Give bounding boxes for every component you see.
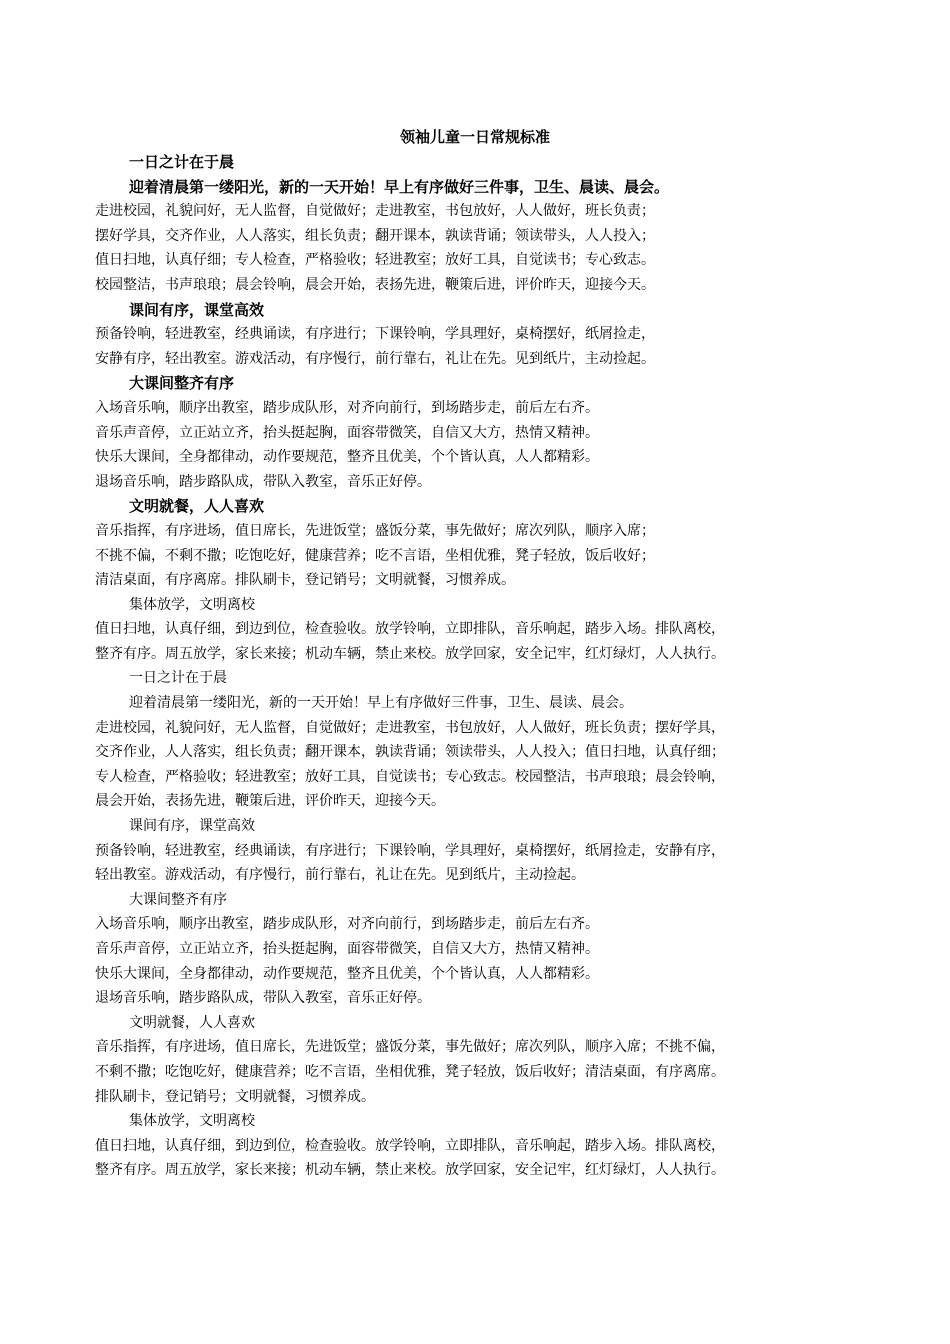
text-line: 不挑不偏，不剩不撒；吃饱吃好，健康营养；吃不言语，坐相优雅，凳子轻放，饭后收好； [95, 547, 655, 564]
text-line: 交齐作业，人人落实，组长负责；翻开课本，孰读背诵；领读带头，人人投入；值日扫地，认真仔细； [95, 744, 725, 761]
text-line: 晨会开始，表扬先进，鞭策后进，评价昨天，迎接今天。 [95, 793, 445, 810]
text-line: 值日扫地，认真仔细；专人检查，严格验收；轻进教室；放好工具，自觉读书；专心致志。 [95, 252, 655, 269]
text-line: 摆好学具，交齐作业，人人落实，组长负责；翻开课本，孰读背诵；领读带头，人人投入； [95, 227, 655, 244]
document-title: 领袖儿童一日常规标准 [399, 128, 550, 146]
section-intro: 迎着清晨第一缕阳光，新的一天开始！早上有序做好三件事，卫生、晨读、晨会。 [129, 177, 670, 196]
text-line: 清洁桌面，有序离席。排队刷卡，登记销号；文明就餐，习惯养成。 [95, 572, 515, 589]
text-line: 整齐有序。周五放学，家长来接；机动车辆，禁止来校。放学回家，安全记牢，红灯绿灯，人人执行。 [95, 645, 725, 662]
text-line: 安静有序，轻出教室。游戏活动，有序慢行，前行靠右，礼让在先。见到纸片，主动捡起。 [95, 350, 655, 367]
text-line: 音乐声音停，立正站立齐，抬头挺起胸，面容带微笑，自信又大方，热情又精神。 [95, 941, 599, 957]
section-heading: 文明就餐，人人喜欢 [129, 497, 265, 516]
section-heading: 集体放学，文明离校 [129, 596, 255, 613]
text-line: 不剩不撒；吃饱吃好，健康营养；吃不言语，坐相优雅，凳子轻放，饭后收好；清洁桌面，有序离席。 [95, 1063, 725, 1080]
text-line: 快乐大课间，全身都律动，动作要规范，整齐且优美，个个皆认真，人人都精彩。 [95, 965, 599, 982]
section-intro: 迎着清晨第一缕阳光，新的一天开始！早上有序做好三件事，卫生、晨读、晨会。 [129, 695, 633, 712]
text-line: 入场音乐响，顺序出教室，踏步成队形，对齐向前行，到场踏步走，前后左右齐。 [95, 916, 599, 933]
text-line: 入场音乐响，顺序出教室，踏步成队形，对齐向前行，到场踏步走，前后左右齐。 [95, 399, 599, 416]
text-line: 退场音乐响，踏步路队成，带队入教室，音乐正好停。 [95, 473, 431, 490]
text-line: 校园整洁，书声琅琅；晨会铃响，晨会开始，表扬先进，鞭策后进，评价昨天，迎接今天。 [95, 276, 655, 293]
text-line: 值日扫地，认真仔细，到边到位，检查验收。放学铃响，立即排队，音乐响起，踏步入场。排队离校， [95, 621, 725, 638]
section-heading: 文明就餐，人人喜欢 [129, 1014, 255, 1031]
section-heading: 大课间整齐有序 [129, 374, 235, 393]
document-body [95, 150, 855, 1183]
text-line: 预备铃响，轻进教室，经典诵读，有序进行；下课铃响，学具理好，桌椅摆好，纸屑捡走，安静有序， [95, 842, 725, 859]
section-heading: 课间有序，课堂高效 [129, 818, 255, 835]
section-heading: 一日之计在于晨 [129, 153, 235, 171]
text-line: 音乐指挥，有序进场，值日席长，先进饭堂；盛饭分菜，事先做好；席次列队，顺序入席；不挑不偏， [95, 1039, 725, 1056]
text-line: 轻出教室。游戏活动，有序慢行，前行靠右，礼让在先。见到纸片，主动捡起。 [95, 867, 585, 884]
text-line: 音乐指挥，有序进场，值日席长，先进饭堂；盛饭分菜，事先做好；席次列队，顺序入席； [95, 522, 655, 539]
text-line: 走进校园，礼貌问好，无人监督，自觉做好；走进教室，书包放好，人人做好，班长负责； [95, 203, 655, 220]
text-line: 整齐有序。周五放学，家长来接；机动车辆，禁止来校。放学回家，安全记牢，红灯绿灯，人人执行。 [95, 1162, 725, 1179]
section-heading: 一日之计在于晨 [129, 670, 227, 687]
text-line: 音乐声音停，立正站立齐，抬头挺起胸，面容带微笑，自信又大方，热情又精神。 [95, 424, 599, 441]
text-line: 专人检查，严格验收；轻进教室；放好工具，自觉读书；专心致志。校园整洁，书声琅琅；晨会铃响， [95, 768, 725, 785]
section-heading: 课间有序，课堂高效 [129, 300, 265, 319]
section-heading: 大课间整齐有序 [129, 891, 227, 908]
text-line: 预备铃响，轻进教室，经典诵读，有序进行；下课铃响，学具理好，桌椅摆好，纸屑捡走， [95, 326, 655, 343]
text-line: 排队刷卡，登记销号；文明就餐，习惯养成。 [95, 1088, 375, 1105]
text-line: 退场音乐响，踏步路队成，带队入教室，音乐正好停。 [95, 990, 431, 1007]
text-line: 走进校园，礼貌问好，无人监督，自觉做好；走进教室，书包放好，人人做好，班长负责；摆好学具， [95, 719, 725, 736]
section-heading: 集体放学，文明离校 [129, 1113, 255, 1130]
text-line: 值日扫地，认真仔细，到边到位，检查验收。放学铃响，立即排队，音乐响起，踏步入场。排队离校， [95, 1137, 725, 1154]
text-line: 快乐大课间，全身都律动，动作要规范，整齐且优美，个个皆认真，人人都精彩。 [95, 449, 599, 466]
